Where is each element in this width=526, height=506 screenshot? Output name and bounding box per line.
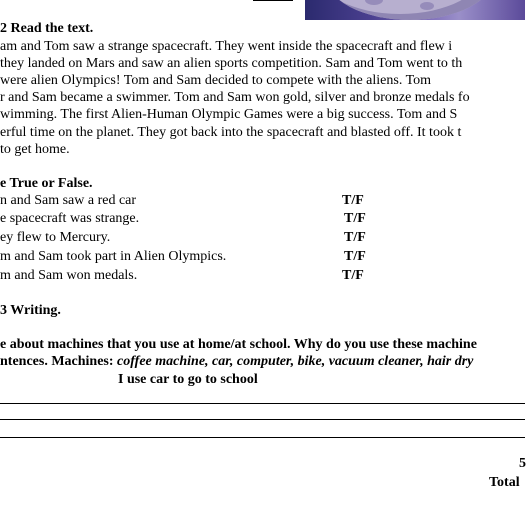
answer-line[interactable]: [0, 419, 525, 420]
writing-instruction-line2: [0, 353, 473, 370]
true-false-mark[interactable]: T/F: [342, 268, 364, 283]
statement: m and Sam won medals.: [0, 268, 138, 283]
paragraph-line: am and Tom saw a strange spacecraft. They went inside the spacecraft and flew i: [0, 39, 453, 54]
true-false-mark[interactable]: T/F: [344, 211, 366, 226]
paragraph-line: they landed on Mars and saw an alien sports competition. Sam and Tom went to th: [0, 56, 463, 71]
top-divider: [253, 0, 293, 1]
crater-icon: [365, 0, 383, 5]
answer-line[interactable]: [0, 437, 525, 438]
true-false-mark[interactable]: T/F: [344, 249, 366, 264]
paragraph-line: erful time on the planet. They got back into the spacecraft and blasted off. It took t: [0, 125, 462, 140]
total-label: Total: [489, 475, 520, 490]
true-false-mark[interactable]: T/F: [342, 193, 364, 208]
paragraph-line: wimming. The first Alien-Human Olympic Games were a big success. Tom and S: [0, 107, 458, 122]
machines-list: coffee machine, car, computer, bike, vacuum cleaner, hair dry: [117, 354, 474, 369]
true-false-mark[interactable]: T/F: [344, 230, 366, 245]
statement: ey flew to Mercury.: [0, 230, 111, 245]
statement: e spacecraft was strange.: [0, 211, 140, 226]
paragraph-line: r and Sam became a swimmer. Tom and Sam won gold, silver and bronze medals fo: [0, 90, 470, 105]
statement: n and Sam saw a red car: [0, 193, 137, 208]
planet-illustration: [305, 0, 525, 20]
crater-icon: [420, 2, 434, 10]
section-2-heading: 2 Read the text.: [0, 21, 94, 36]
machines-label: ntences. Machines:: [0, 354, 118, 369]
answer-line[interactable]: [0, 403, 525, 404]
writing-heading: 3 Writing.: [0, 303, 61, 318]
example-sentence: I use car to go to school: [118, 372, 258, 387]
true-false-heading: e True or False.: [0, 176, 93, 191]
paragraph-line: to get home.: [0, 142, 70, 157]
paragraph-line: were alien Olympics! Tom and Sam decided to compete with the aliens. Tom: [0, 73, 432, 88]
planet-icon: [325, 0, 495, 20]
statement: m and Sam took part in Alien Olympics.: [0, 249, 227, 264]
score-value: 5: [519, 456, 526, 471]
writing-instruction: e about machines that you use at home/at school. Why do you use these machine: [0, 337, 477, 352]
